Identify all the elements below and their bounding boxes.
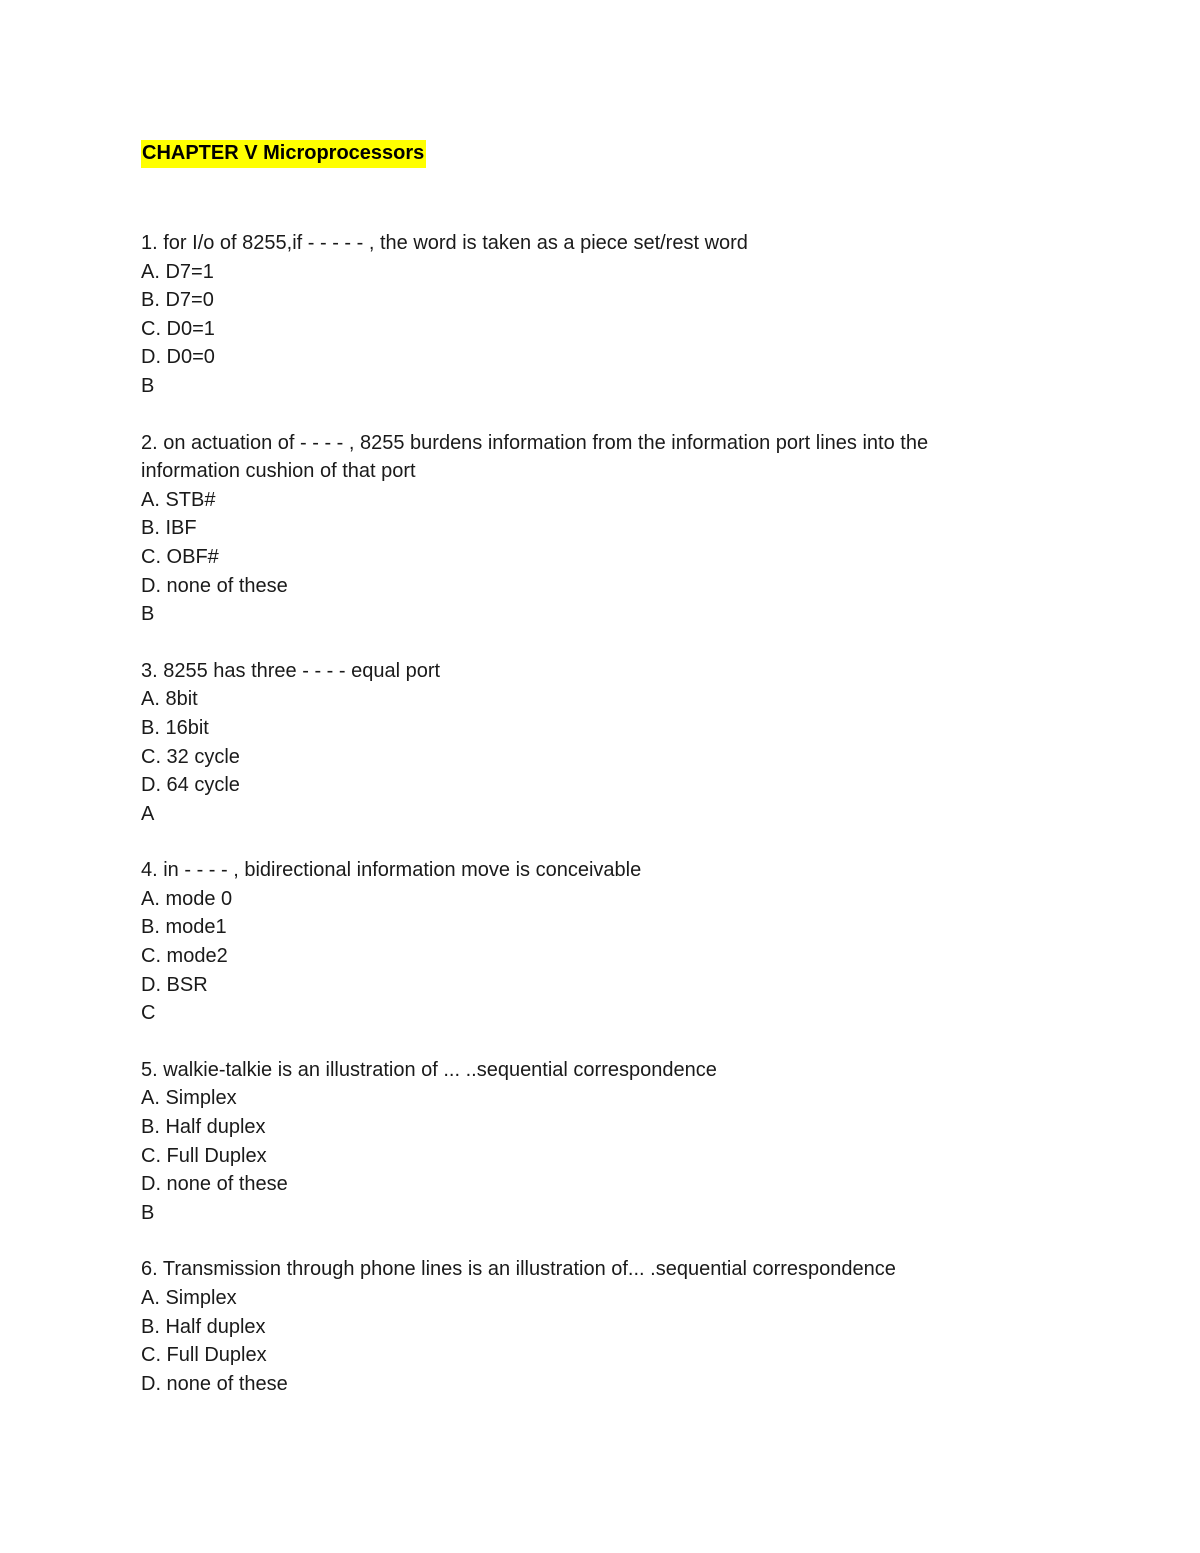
option-d: D. none of these xyxy=(141,574,288,597)
option-a: A. mode 0 xyxy=(141,887,233,910)
answer: C xyxy=(141,1002,156,1025)
option-c: C. OBF# xyxy=(141,545,219,568)
option-b: B. D7=0 xyxy=(141,289,214,312)
option-a: A. Simplex xyxy=(141,1287,237,1309)
option-d: D. 64 cycle xyxy=(141,774,240,797)
option-a: A. D7=1 xyxy=(141,260,214,283)
chapter-title-highlight xyxy=(141,140,426,168)
option-a: A. 8bit xyxy=(141,688,198,711)
question-text: 5. walkie-talkie is an illustration of ... ..sequential correspondence xyxy=(141,1058,717,1081)
option-d: D. D0=0 xyxy=(141,346,215,369)
option-b: B. IBF xyxy=(141,517,197,540)
option-c: C. Full Duplex xyxy=(141,1344,267,1367)
question-1 xyxy=(141,229,1041,401)
option-d: D. none of these xyxy=(141,1173,288,1196)
option-a: A. Simplex xyxy=(141,1087,237,1110)
option-c: C. mode2 xyxy=(141,945,228,968)
answer: B xyxy=(141,374,155,397)
question-5 xyxy=(141,1056,1041,1228)
option-d: D. BSR xyxy=(141,973,208,996)
option-c: C. Full Duplex xyxy=(141,1144,267,1167)
option-d: D. none of these xyxy=(141,1372,288,1395)
answer: B xyxy=(141,1201,155,1224)
question-6 xyxy=(141,1255,1041,1398)
answer: A xyxy=(141,802,155,825)
answer: B xyxy=(141,603,155,626)
question-3 xyxy=(141,657,1041,829)
option-b: B. Half duplex xyxy=(141,1315,266,1338)
question-text: 4. in - - - - , bidirectional information move is conceivable xyxy=(141,859,642,882)
option-b: B. 16bit xyxy=(141,716,209,739)
question-text: 2. on actuation of - - - - , 8255 burdens information from the information port lines into the information cushion of that port xyxy=(141,431,934,483)
question-text: 6. Transmission through phone lines is an illustration of... .sequential correspondence xyxy=(141,1258,896,1281)
question-2 xyxy=(141,429,1041,629)
option-c: C. 32 cycle xyxy=(141,745,240,768)
question-text: 3. 8255 has three - - - - equal port xyxy=(141,659,441,682)
option-c: C. D0=1 xyxy=(141,317,215,340)
option-b: B. Half duplex xyxy=(141,1116,266,1139)
option-b: B. mode1 xyxy=(141,916,227,939)
option-a: A. STB# xyxy=(141,488,216,511)
chapter-title: CHAPTER V Microprocessors xyxy=(142,142,425,164)
question-text: 1. for I/o of 8255,if - - - - - , the word is taken as a piece set/rest word xyxy=(141,232,748,254)
question-4 xyxy=(141,856,1041,1028)
document-page xyxy=(141,140,1041,1426)
